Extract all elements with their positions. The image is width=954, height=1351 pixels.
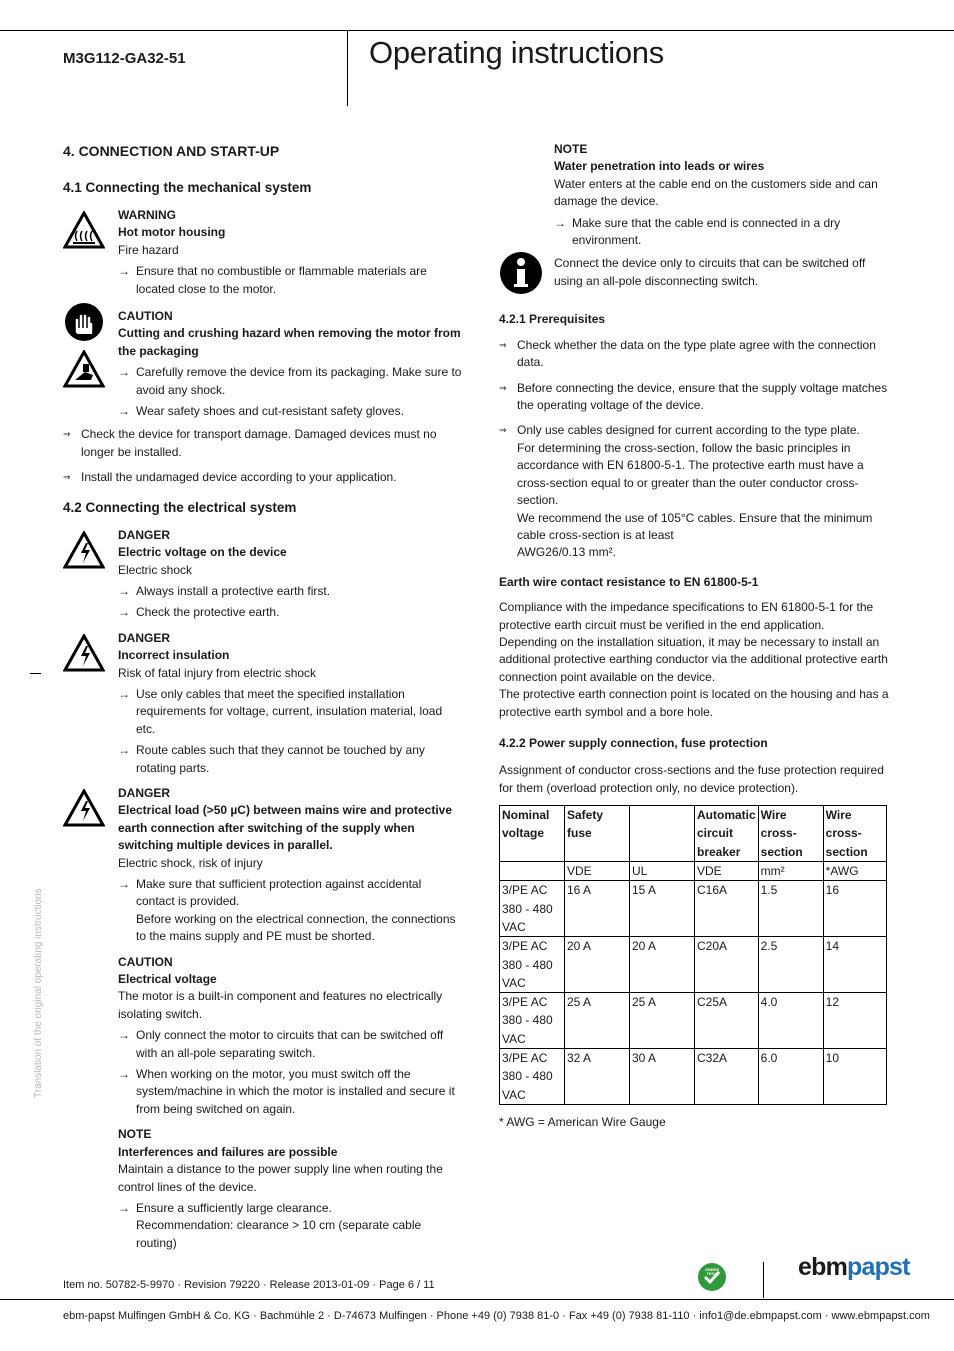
green-tech-label: GREEN TECH xyxy=(704,1267,720,1276)
hot-surface-warning-icon xyxy=(63,211,105,249)
table-cell: 16 A xyxy=(565,881,630,937)
header-divider xyxy=(347,30,348,106)
notice-action: → Only connect the motor to circuits that can be switched off with an all-pole separating switch. xyxy=(118,1027,463,1062)
bullet-item: ⇒ Install the undamaged device according to your application. xyxy=(63,469,463,486)
notice-action xyxy=(118,876,463,946)
table-row xyxy=(500,993,887,1049)
notice-text: Electric shock, risk of injury xyxy=(118,855,263,870)
table-cell: 25 A xyxy=(565,993,630,1049)
danger-electrical-load xyxy=(63,785,463,946)
notice-action: → When working on the motor, you must switch off the system/machine in which the motor is installed and secure it from being switched on again. xyxy=(118,1066,463,1118)
notice-text: Fire hazard xyxy=(118,242,179,257)
caution-electrical-voltage xyxy=(63,954,463,1119)
subsection-title-4-2-2: 4.2.2 Power supply connection, fuse protection xyxy=(499,735,768,750)
notice-action xyxy=(118,1200,463,1252)
table-cell: C32A xyxy=(695,1049,759,1105)
table-footnote: * AWG = American Wire Gauge xyxy=(499,1114,666,1129)
notice-action: → Check the protective earth. xyxy=(118,604,463,621)
notice-keyword: WARNING xyxy=(118,208,176,222)
bullet-item: ⇒ Check the device for transport damage. Damaged devices must no longer be installed. xyxy=(63,426,463,461)
notice-subject: Incorrect insulation xyxy=(118,648,230,663)
table-cell: 12 xyxy=(823,993,886,1049)
notice-text: Water enters at the cable end on the customers side and can damage the device. xyxy=(554,176,878,209)
table-cell: 10 xyxy=(823,1049,886,1105)
table-row xyxy=(500,1049,887,1105)
model-number: M3G112-GA32-51 xyxy=(63,50,186,67)
table-cell: VDE xyxy=(565,862,630,881)
table-cell: 15 A xyxy=(630,881,695,937)
table-row xyxy=(500,881,887,937)
fold-mark xyxy=(30,673,41,674)
notice-keyword: NOTE xyxy=(118,1127,152,1142)
notice-text: The motor is a built-in component and features no electrically isolating switch. xyxy=(118,989,443,1021)
paragraph: The protective earth connection point is located on the housing and has a protective earth symbol and a bore hole. xyxy=(499,687,889,719)
table-cell: 3/PE AC 380 - 480 VAC xyxy=(500,881,565,937)
logo-part-papst: papst xyxy=(847,1253,910,1281)
subsection-title-4-1: 4.1 Connecting the mechanical system xyxy=(63,180,312,195)
bullet-text: Only use cables designed for current according to the type plate. xyxy=(517,423,860,438)
table-cell: C16A xyxy=(695,881,759,937)
electric-hazard-icon xyxy=(63,634,105,672)
table-cell: 3/PE AC 380 - 480 VAC xyxy=(500,993,565,1049)
table-cell: *AWG xyxy=(823,862,886,881)
section-title: 4. CONNECTION AND START-UP xyxy=(63,143,280,159)
page-title: Operating instructions xyxy=(369,35,664,70)
action-text: Ensure a sufficiently large clearance. xyxy=(136,1200,332,1215)
notice-action: → Always install a protective earth first. xyxy=(118,583,463,600)
right-column xyxy=(499,142,889,1131)
fuse-protection-table xyxy=(499,805,887,1105)
bullet-text: For determining the cross-section, follow the basic principles in accordance with EN 61800-5-1. The protective earth must have a cross-section equal to or greater than the outer conductor cross-section. xyxy=(517,440,864,508)
company-footer: ebm-papst Mulfingen GmbH & Co. KG · Bachmühle 2 · D-74673 Mulfingen · Phone +49 (0) 7938 81-0 · Fax +49 (0) 7938 81-110 · info1@de.ebmpapst.com · www.ebmpapst.com xyxy=(63,1310,930,1322)
notice-keyword: CAUTION xyxy=(118,309,173,324)
notice-subject: Electrical voltage xyxy=(118,972,217,987)
table-cell: 20 A xyxy=(565,937,630,993)
logo-part-ebm: ebm xyxy=(798,1253,848,1281)
notice-action: → Make sure that the cable end is connected in a dry environment. xyxy=(554,215,889,250)
ebmpapst-logo[interactable] xyxy=(798,1253,910,1281)
gloves-mandatory-icon xyxy=(63,302,105,342)
action-text-continued: Before working on the electrical connection, the connections to the mains supply and PE must be shorted. xyxy=(136,911,456,944)
notice-subject: Hot motor housing xyxy=(118,225,226,240)
crush-hazard-icon xyxy=(63,350,105,388)
left-column xyxy=(63,142,463,1258)
notice-keyword: DANGER xyxy=(118,785,171,800)
notice-text: Electric shock xyxy=(118,562,193,577)
item-number: Item no. 50782-5-9970 · Revision 79220 · Release 2013-01-09 · Page 6 / 11 xyxy=(63,1279,435,1291)
paragraph: Compliance with the impedance specifications to EN 61800-5-1 for the protective earth circuit must be verified in the end application. xyxy=(499,600,874,632)
warning-hot-housing xyxy=(63,207,463,298)
paragraph: Depending on the installation situation, it may be necessary to install an additional protective earthing conductor via the additional protective earth connection point available on the device. xyxy=(499,634,888,684)
header-top-rule xyxy=(0,30,954,31)
table-header-cell xyxy=(630,806,695,862)
table-cell: C20A xyxy=(695,937,759,993)
bullet-item: ⇒ Before connecting the device, ensure that the supply voltage matches the operating voltage of the device. xyxy=(499,380,889,415)
table-cell: 25 A xyxy=(630,993,695,1049)
table-header-row xyxy=(500,806,887,862)
notice-subject: Water penetration into leads or wires xyxy=(554,159,765,174)
side-caption: Translation of the original operating instructions xyxy=(33,888,44,1098)
notice-action: → Carefully remove the device from its packaging. Make sure to avoid any shock. xyxy=(118,364,463,399)
notice-text: Maintain a distance to the power supply line when routing the control lines of the device. xyxy=(118,1162,443,1194)
table-cell: 14 xyxy=(823,937,886,993)
bullet-item xyxy=(499,422,889,561)
subsection-title-4-2-1: 4.2.1 Prerequisites xyxy=(499,312,606,327)
table-cell: 4.0 xyxy=(758,993,823,1049)
notice-keyword: CAUTION xyxy=(118,954,173,969)
notice-keyword: NOTE xyxy=(554,142,588,156)
info-icon xyxy=(499,251,543,295)
notice-action: → Route cables such that they cannot be touched by any rotating parts. xyxy=(118,742,463,777)
table-header-cell: Wire cross-section xyxy=(758,806,823,862)
danger-incorrect-insulation xyxy=(63,630,463,777)
table-cell: 3/PE AC 380 - 480 VAC xyxy=(500,1049,565,1105)
notice-text: Risk of fatal injury from electric shock xyxy=(118,665,317,680)
info-notice xyxy=(499,255,889,299)
table-cell: mm² xyxy=(758,862,823,881)
footer-rule xyxy=(0,1299,954,1300)
table-cell: UL xyxy=(630,862,695,881)
table-cell: C25A xyxy=(695,993,759,1049)
notice-subject: Cutting and crushing hazard when removing the motor from the packaging xyxy=(118,326,461,358)
table-header-cell: Wire cross-section xyxy=(823,806,886,862)
note-water-penetration xyxy=(499,141,889,249)
notice-subject: Electrical load (>50 µC) between mains wire and protective earth connection after switching of the supply when switching multiple devices in parallel. xyxy=(118,803,453,853)
notice-keyword: DANGER xyxy=(118,630,171,645)
action-text: Make sure that sufficient protection against accidental contact is provided. xyxy=(136,877,422,909)
table-units-row xyxy=(500,862,887,881)
table-cell: 30 A xyxy=(630,1049,695,1105)
danger-electric-voltage xyxy=(63,527,463,622)
notice-action: → Ensure that no combustible or flammable materials are located close to the motor. xyxy=(118,263,463,298)
caution-cutting-hazard xyxy=(63,308,463,420)
table-cell: 1.5 xyxy=(758,881,823,937)
table-cell: 20 A xyxy=(630,937,695,993)
table-header-cell: Automatic circuit breaker xyxy=(695,806,759,862)
note-interferences xyxy=(63,1126,463,1252)
notice-action: → Use only cables that meet the specified installation requirements for voltage, current, insulation material, load etc. xyxy=(118,686,463,738)
table-cell: 3/PE AC 380 - 480 VAC xyxy=(500,937,565,993)
table-row xyxy=(500,937,887,993)
table-cell: VDE xyxy=(695,862,759,881)
earth-wire-title: Earth wire contact resistance to EN 61800-5-1 xyxy=(499,574,759,589)
green-tech-badge xyxy=(697,1262,727,1297)
notice-subject: Interferences and failures are possible xyxy=(118,1144,338,1159)
bullet-item: ⇒ Check whether the data on the type plate agree with the connection data. xyxy=(499,337,889,372)
electric-hazard-icon xyxy=(63,789,105,827)
table-cell: 32 A xyxy=(565,1049,630,1105)
electric-hazard-icon xyxy=(63,531,105,569)
notice-action: → Wear safety shoes and cut-resistant safety gloves. xyxy=(118,403,463,420)
paragraph: Assignment of conductor cross-sections and the fuse protection required for them (overload protection only, no device protection). xyxy=(499,763,884,795)
table-header-cell: Nominal voltage xyxy=(500,806,565,862)
bullet-text: We recommend the use of 105°C cables. Ensure that the minimum cable cross-section is at least xyxy=(517,510,873,542)
table-cell xyxy=(500,862,565,881)
notice-subject: Electric voltage on the device xyxy=(118,545,287,560)
table-cell: 2.5 xyxy=(758,937,823,993)
notice-keyword: DANGER xyxy=(118,527,171,542)
table-header-cell: Safety fuse xyxy=(565,806,630,862)
action-text-continued: Recommendation: clearance > 10 cm (separate cable routing) xyxy=(136,1218,422,1250)
info-text: Connect the device only to circuits that can be switched off using an all-pole disconnecting switch. xyxy=(554,256,866,288)
footer-logo-divider xyxy=(763,1262,764,1298)
subsection-title-4-2: 4.2 Connecting the electrical system xyxy=(63,499,297,515)
table-cell: 6.0 xyxy=(758,1049,823,1105)
table-cell: 16 xyxy=(823,881,886,937)
bullet-text: AWG26/0.13 mm². xyxy=(517,545,616,560)
